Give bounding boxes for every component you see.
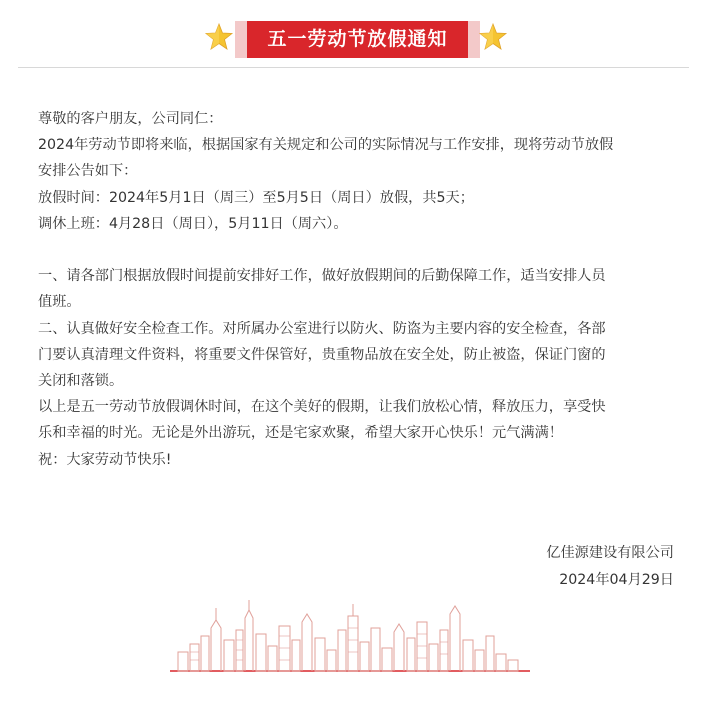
closing: 以上是五一劳动节放假调休时间，在这个美好的假期，让我们放松心情，释放压力，享受快: [38, 399, 606, 416]
intro-line: 安排公告如下：: [38, 163, 138, 180]
item-2: 二、认真做好安全检查工作。对所属办公室进行以防火、防盗为主要内容的安全检查，各部: [38, 320, 606, 337]
city-skyline-decoration: [170, 600, 530, 674]
notice-date: 2024年04月29日: [559, 572, 674, 588]
closing: 乐和幸福的时光。无论是外出游玩，还是宅家欢聚，希望大家开心快乐！元气满满！: [38, 425, 563, 442]
wish: 祝：大家劳动节快乐!: [38, 451, 172, 468]
item-1: 值班。: [38, 294, 81, 311]
page-title: 五一劳动节放假通知: [247, 21, 468, 58]
makeup-work: 调休上班：4月28日（周日），5月11日（周六）。: [38, 215, 348, 232]
notice-header: [0, 0, 707, 75]
greeting: 尊敬的客户朋友，公司同仁：: [38, 111, 223, 127]
intro-line: 2024年劳动节即将来临，根据国家有关规定和公司的实际情况与工作安排，现将劳动节放假: [38, 137, 614, 154]
header-divider: [18, 67, 689, 68]
spacer: [38, 237, 678, 263]
item-2: 关闭和落锁。: [38, 373, 124, 390]
title-left-tab: [235, 21, 247, 58]
company-name: 亿佳源建设有限公司: [546, 545, 674, 561]
notice-body: [38, 106, 678, 473]
item-2: 门要认真清理文件资料，将重要文件保管好，贵重物品放在安全处，防止被盗，保证门窗的: [38, 346, 606, 363]
star-icon: [478, 22, 508, 52]
signature-block: [546, 540, 674, 594]
star-icon: [204, 22, 234, 52]
item-1: 一、请各部门根据放假时间提前安排好工作，做好放假期间的后勤保障工作，适当安排人员: [38, 268, 606, 285]
holiday-time: 放假时间：2024年5月1日（周三）至5月5日（周日）放假，共5天；: [38, 189, 474, 206]
